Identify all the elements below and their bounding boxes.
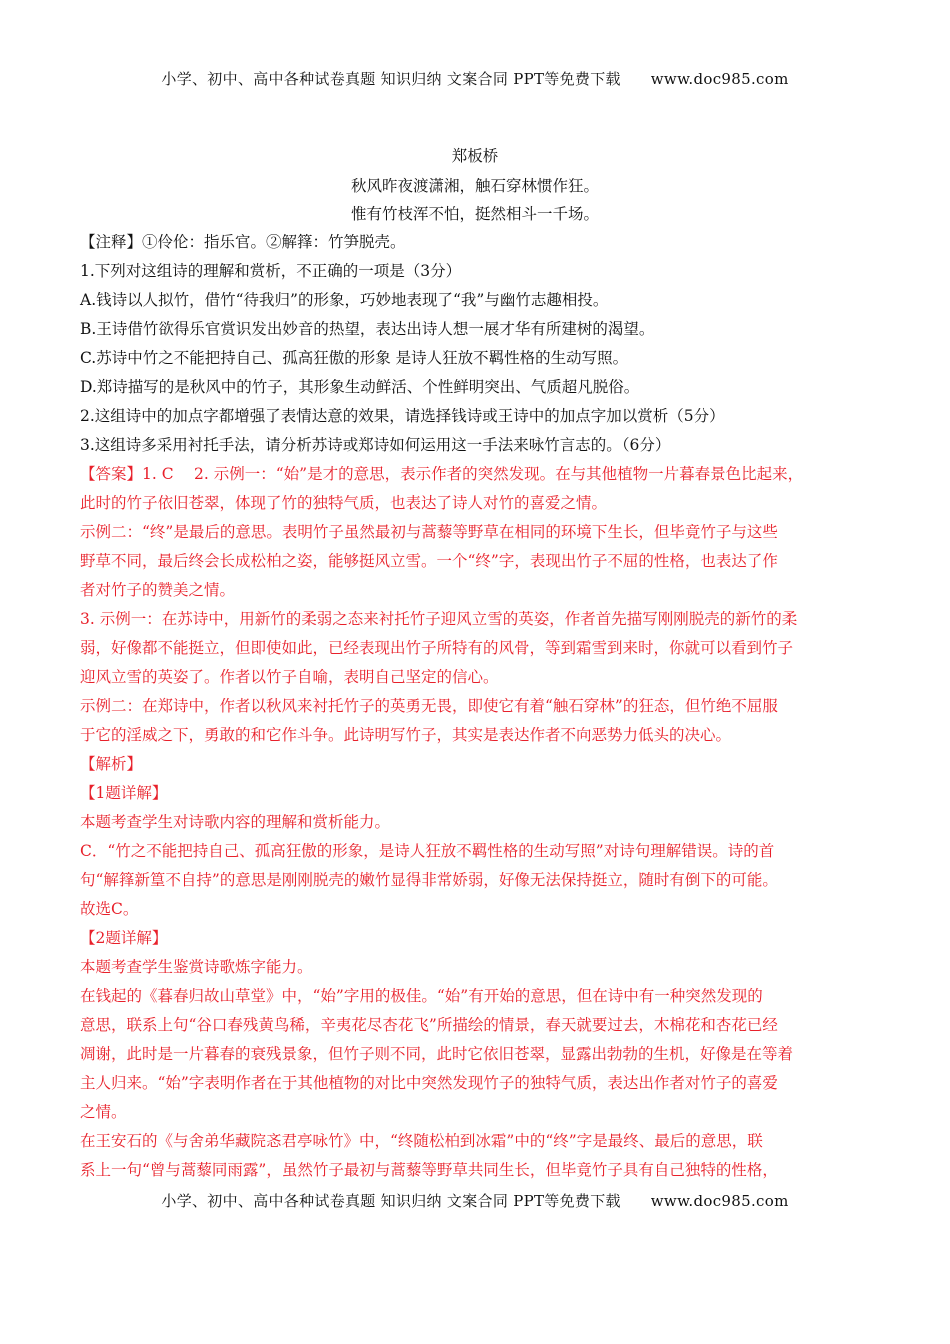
- footer-url[interactable]: www.doc985.com: [650, 1192, 789, 1210]
- text-line: 之情。: [80, 1103, 127, 1121]
- text-line: 3.这组诗多采用衬托手法，请分析苏诗或郑诗如何运用这一手法来咏竹言志的。（6分）: [80, 436, 671, 454]
- poem-line-2: 惟有竹枝浑不怕，挺然相斗一千场。: [350, 205, 599, 223]
- text-line: 故选C。: [80, 900, 139, 918]
- text-line: 弱，好像都不能挺立，但即使如此，已经表现出竹子所特有的风骨，等到霜雪到来时，你就可以看到竹子: [80, 639, 794, 657]
- text-line: D.郑诗描写的是秋风中的竹子，其形象生动鲜活、个性鲜明突出、气质超凡脱俗。: [80, 378, 640, 396]
- text-line: 2.这组诗中的加点字都增强了表情达意的效果，请选择钱诗或王诗中的加点字加以赏析（5分）: [80, 407, 725, 425]
- text-line: 本题考查学生对诗歌内容的理解和赏析能力。: [80, 813, 391, 831]
- text-line: 示例二：在郑诗中，作者以秋风来衬托竹子的英勇无畏，即使它有着“触石穿林”的狂态，但竹绝不屈服: [80, 697, 778, 715]
- text-line: C．“竹之不能把持自己、孤高狂傲的形象，是诗人狂放不羁性格的生动写照”对诗句理解错误。诗的首: [80, 842, 775, 860]
- text-line: B.王诗借竹欲得乐官赏识发出妙音的热望，表达出诗人想一展才华有所建树的渴望。: [80, 320, 655, 338]
- poem-line-1: 秋风昨夜渡潇湘，触石穿林惯作狂。: [350, 177, 599, 195]
- text-line: 意思，联系上句“谷口春残黄鸟稀，辛夷花尽杏花飞”所描绘的情景，春天就要过去，木棉花和杏花已经: [80, 1016, 778, 1034]
- header-text: 小学、初中、高中各种试卷真题 知识归纳 文案合同 PPT等免费下载: [161, 70, 621, 88]
- poem-author: 郑板桥: [451, 147, 499, 165]
- header-url[interactable]: www.doc985.com: [650, 70, 789, 88]
- text-line: 1.下列对这组诗的理解和赏析，不正确的一项是（3分）: [80, 262, 462, 280]
- text-line: 在钱起的《暮春归故山草堂》中，“始”字用的极佳。“始”有开始的意思，但在诗中有一种突然发现的: [80, 987, 763, 1005]
- footer-text: 小学、初中、高中各种试卷真题 知识归纳 文案合同 PPT等免费下载: [161, 1192, 621, 1210]
- text-line: 凋谢，此时是一片暮春的衰残景象，但竹子则不同，此时它依旧苍翠，显露出勃勃的生机，好像是在等着: [80, 1045, 794, 1063]
- text-line: 【答案】1. C 2. 示例一：“始”是才的意思，表示作者的突然发现。在与其他植物一片暮春景色比起来，: [80, 465, 804, 483]
- text-line: 在王安石的《与舍弟华藏院忞君亭咏竹》中，“终随松柏到冰霜”中的“终”字是最终、最后的意思，联: [80, 1132, 763, 1150]
- text-line: 示例二：“终”是最后的意思。表明竹子虽然最初与蒿藜等野草在相同的环境下生长，但毕竟竹子与这些: [80, 523, 778, 541]
- text-line: 【解析】: [80, 755, 143, 773]
- text-line: 【1题详解】: [80, 784, 168, 802]
- text-line: 系上一句“曾与蒿藜同雨露”，虽然竹子最初与蒿藜等野草共同生长，但毕竟竹子具有自己独特的性格，: [80, 1161, 778, 1179]
- text-line: C.苏诗中竹之不能把持自己、孤高狂傲的形象 是诗人狂放不羁性格的生动写照。: [80, 349, 629, 367]
- text-line: 句“解箨新篁不自持”的意思是刚刚脱壳的嫩竹显得非常娇弱，好像无法保持挺立，随时有倒下的可能。: [80, 871, 778, 889]
- text-line: 者对竹子的赞美之情。: [80, 581, 236, 599]
- text-line: 于它的淫威之下，勇敢的和它作斗争。此诗明写竹子，其实是表达作者不向恶势力低头的决心。: [80, 726, 732, 744]
- text-line: 主人归来。“始”字表明作者在于其他植物的对比中突然发现竹子的独特气质，表达出作者对竹子的喜爱: [80, 1074, 778, 1092]
- text-line: 3. 示例一：在苏诗中，用新竹的柔弱之态来衬托竹子迎风立雪的英姿，作者首先描写刚刚脱壳的新竹的柔: [80, 610, 798, 628]
- text-line: 此时的竹子依旧苍翠，体现了竹的独特气质，也表达了诗人对竹的喜爱之情。: [80, 494, 608, 512]
- text-line: 迎风立雪的英姿了。作者以竹子自喻，表明自己坚定的信心。: [80, 668, 499, 686]
- page-header: [0, 68, 950, 89]
- page-footer: [0, 1190, 950, 1211]
- text-line: 野草不同，最后终会长成松柏之姿，能够挺风立雪。一个“终”字，表现出竹子不屈的性格，也表达了作: [80, 552, 778, 570]
- text-line: 【2题详解】: [80, 929, 168, 947]
- document-body: [80, 228, 880, 1185]
- text-line: 【注释】①伶伦：指乐官。②解箨：竹笋脱壳。: [80, 233, 406, 251]
- text-line: A.钱诗以人拟竹，借竹“待我归”的形象，巧妙地表现了“我”与幽竹志趣相投。: [80, 291, 609, 309]
- text-line: 本题考查学生鉴赏诗歌炼字能力。: [80, 958, 313, 976]
